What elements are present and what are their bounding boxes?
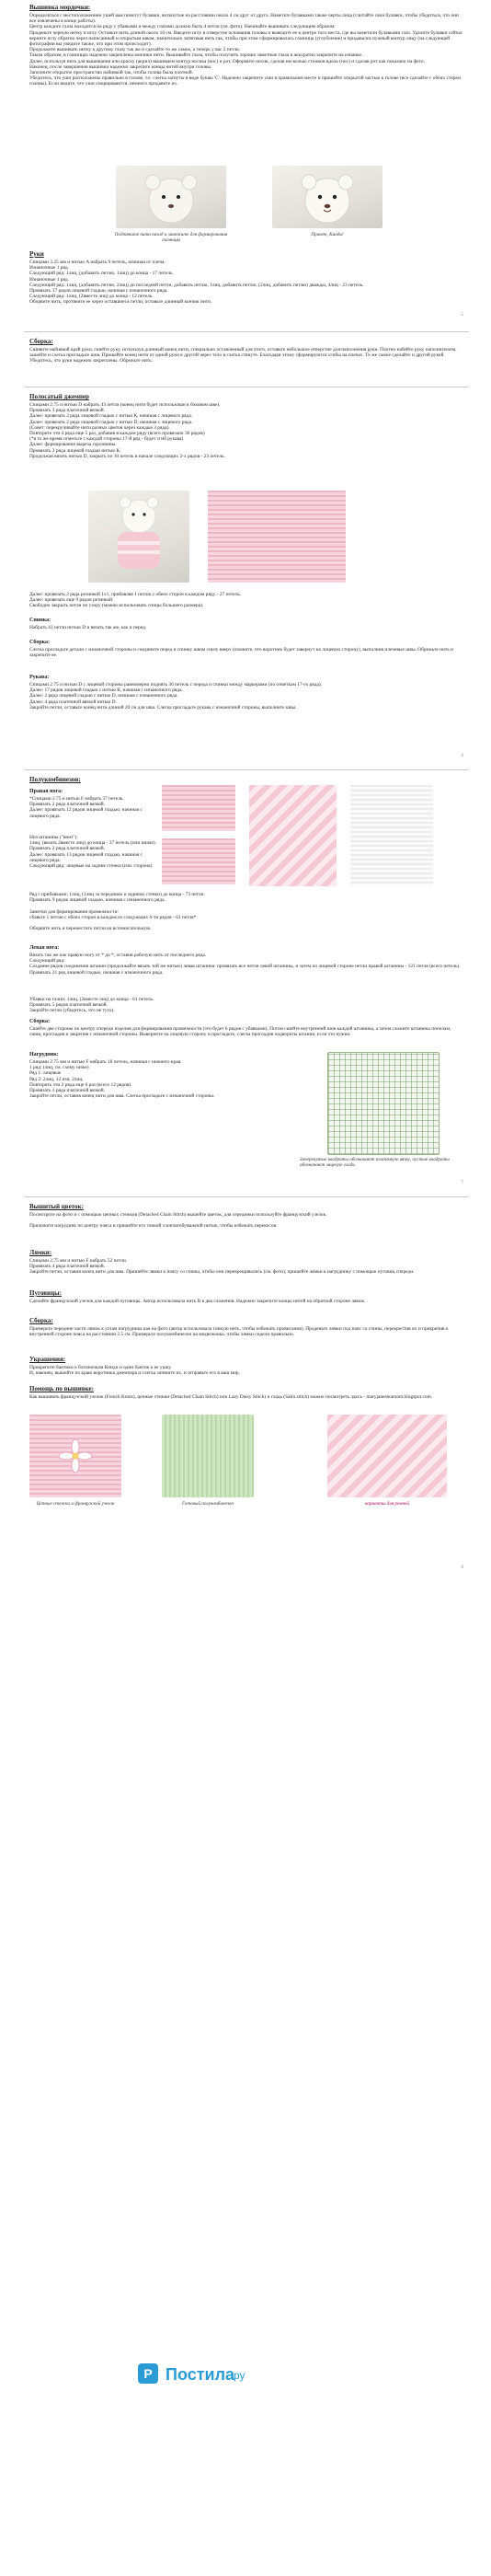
- jumper-back-title: Спинка:: [29, 618, 51, 623]
- leg-photo-2: [162, 838, 235, 884]
- embroidery-text: Определяться с местоположением ушей вам помогут булавки, воткнутые на расстоянии около 4 см друг от друга. Наметьте булавками также черты лица (считайте свои булавки, чтобы убедиться, что они все извлечены в конце работы). Центр каждого глаза находится на ряду с убавками и между глазами должно быть 4 петли (см. фото). Начинайте вышивать следующим образом: Проденьте черную нитку в иглу. Оставьте нить длиной около 10 см. Введите иглу в отверстие основания головы и выведите ее в центре того места, где вы наметили булавками глаз. Удалите булавки сейчас верните иглу обратно через написанный и открытым швом, значительно затягивая нить так, чтобы при этом сформировалась глазница (углубление) и придавался нужный контур лицу (на следующей фотографии вы увидите также, что при этом происходит). Продолжите вышивать нитку к другому глазу так же и сделайте то же самое, а теперь у вас 2 петли. Таким образом, в глазницах надежно закреплены кончики нити. Вышивайте глаза, чтобы получить хорошо заметные глаза и аккуратно закрепите на изнанке. Далее, используя нить для вышивания или краску (акрил) вышиваем контур носика (нос) и рот. Оформите носик, сделав несколько стежков вдоль (нос) и сделав рот как показано на фото. Наконец, после завершения вышивки надежно закрепите концы нитей внутри головы. Заполните открытое пространство набивкой так, чтобы голова была плотной. Убедитесь, что уши расположены правильно в голове, т.е. слегка загнуты в виде буквы 'C'. Надежно закрепите уши в правильном месте и пришейте открытой частью к голове (все сделайте с обеих сторон головы). Если видите, что уши сморщиваются, немного придавите их.: [29, 13, 463, 87]
- page-number: 8: [461, 1565, 463, 1570]
- assembly-title: Сборка:: [29, 338, 53, 345]
- embroidered-flower-photo: [29, 1415, 121, 1497]
- bib-title: Нагрудник:: [29, 1052, 59, 1057]
- footer-brand-text[interactable]: Постила: [166, 2365, 235, 2384]
- bib-chart: [327, 1052, 440, 1155]
- help-text: Как вышивать французский узелок (French Knots), цепные стежки (Detached Chain Stitch) или Lazy Daisy Stitch) и гладь (Satin stitch) можно посмотреть здесь - maryjanestearoom.blogspot.com.: [29, 1394, 433, 1400]
- footer-logo: [0, 2356, 491, 2393]
- bear-head-icon: [116, 166, 226, 228]
- right-leg-text: *Спицами 2.75 и нитью F набрать 37 петель. Провязать 2 ряда платочной вязкой. Далее: провязать 12 рядов лицевой гладью, начиная с лицевого ряда.: [29, 796, 143, 819]
- jumper-title: Полосатый джемпер: [29, 393, 89, 400]
- left-leg-title: Левая нога:: [29, 945, 60, 951]
- right-leg-title: Правая нога:: [29, 789, 63, 794]
- pattern-page: [24, 0, 469, 2319]
- decor-title: Украшения:: [29, 1356, 66, 1363]
- footer-brand-suffix: ру: [234, 2369, 246, 2382]
- striped-jumper-photo: [208, 491, 346, 583]
- overalls-photo-side: [350, 785, 433, 886]
- assembly-section: [24, 331, 469, 385]
- overalls-assembly-text: Сшейте две стороны по центру спереди изделия для формирования промежности (это будет 6 рядов с убавками). Потом сшейте внутренний шов каждой штанины, а затем сложите штанины пополам, сшив, прогладив и закрепив с изнаночной стороны. Выверните на лицевую сторону и прогладьте, слегка прогладив подвороты штанин, если это нужно.: [29, 1026, 452, 1038]
- finishing-section: [24, 1196, 469, 1583]
- page-number: 7: [461, 1181, 463, 1185]
- jumper-text: Спицами 2.75 и нитью D набрать 43 петли (конец нити будет использован в боковом шве). Провязать 3 ряда платочной вязкой. Далее: провязать 2 ряда лицевой гладью с нитью К, начиная с лицевого ряда. Далее: провязать 2 ряда лицевой гладью с нитью D, начиная с лицевого ряда. (Совет: перекручивайте нити разных цветов через каждые 3 ряда). Повторите эти 4 ряда еще 5 раз, добавив в каждом ряду (всего провязано 36 рядов) (*в то же время отметьте с каждой стороны 17-й ряд - будет сгиб рукава) Далее: формирование выреза горловины. Провязать 2 ряда лицевой гладью нитью К. Продолжая вязать нитью D, закрыть по 10 петель в начале следующих 2-х рядов - 23 петель.: [29, 402, 225, 459]
- flower-icon: [29, 1415, 121, 1497]
- right-leg-text-3: Ряд с прибавками: 1лиц, (1лиц за переднюю и заднюю стенки) до конца - 73 петли. Провязать 9 рядов лицевой гладью, начиная с изнаночного ряда. Заметки для формирования промежности: сбавьте 1 петлю с обеих сторон в каждом из следующих 6-ти рядов - 61 петля* Оборвите нить и переместите петли на вспомогательную.: [29, 892, 205, 932]
- arms-title: Руки: [29, 250, 44, 258]
- overalls-section: [24, 769, 469, 1193]
- bear-face-photo-left: [116, 166, 226, 228]
- jumper-assembly-title: Сборка:: [29, 640, 51, 645]
- svg-text:P: P: [143, 2366, 153, 2381]
- page-number: 5: [461, 313, 463, 318]
- bottom-whitespace: [0, 2393, 491, 2576]
- jumper-assembly-text: Слегка прогладьте детали с изнаночной стороны и соедините перед и спинку швом снизу вверх (помните, что воротник будет завернут на лицевую сторону), выполнив плечевые швы. Обрежьте нить и закрепите ее.: [29, 647, 455, 659]
- overalls-title: Полукомбинезон:: [29, 776, 81, 783]
- jumper-sleeves-text: Спицами 2.75 и нитью D с лицевой стороны равномерно поднять 36 петель с переда и спинки между маркерами (по отметкам 17-го ряда). Далее: 17 рядов лицевой гладью с нитью К, начиная с изнаночного ряда. Далее: 2 ряда лицевой гладью с нитью D, начиная с изнаночного ряда. Далее: 4 ряда платочной вязкой нитью D. Закройте петли, оставьте конец нити длиной 20 см для шва. Слегка прогладьте рукава с изнаночной стороны, выполните швы.: [29, 682, 322, 710]
- waist-text: Убавки на талии: 1лиц, (2вместе лиц) до конца - 61 петель. Провязать 5 рядов платочной вязкой. Закройте петли (убедитесь, что не туго).: [29, 997, 154, 1014]
- embroidery-caption-left: Подтяните нити назад и завяжите для формирования глазницы: [114, 232, 228, 243]
- finish-assembly-text: Примерьте передние части лямок к углам нагрудника как на фото (автор использовала тонкую нить, чтобы избежать провисания). Проденьте лямки под пояс со спины, перекрестив их и прикрепив к внутренней стороне пояса на расстоянии 2.5 см. Примерьте полукомбинезон на медвежонка, чтобы лямки сидели правильно.: [29, 1326, 450, 1338]
- bib-text: Спицами 2.75 мм и нитью F набрать 18 петель, начиная с нижнего края. 1 ряд: (лиц, см. схему ниже) Ряд 1: лицевые Ряд 2: 2лиц, 12 изн, 2лиц. Повторить эти 2 ряда еще 6 раз (всего 12 рядов). Провязать 3 ряда платочной вязкой. Закройте петли, оставив конец нити для шва. Слегка прогладьте с изнаночной стороны.: [29, 1059, 215, 1100]
- arms-section: [24, 248, 469, 322]
- overalls-photo-main: [249, 785, 337, 886]
- embroidery-caption-right: Привет, Кинди!: [311, 232, 344, 237]
- right-leg-text-2: Низ штанины ("вниз"): 1лиц, (вязать 2вместе лиц) до конца - 37 петель (или иначе). Провязать 2 ряда платочной вязкой. Далее: провязать 13 рядов лицевой гладью, начиная с лицевого ряда. Следующий ряд: лицевые на задние стенки (изн. сторона): [29, 835, 156, 870]
- bear-icon: [88, 491, 189, 583]
- page-number: 6: [461, 754, 463, 758]
- bear-in-jumper-photo: [88, 491, 189, 583]
- help-title: Помощь по вышивке:: [29, 1385, 94, 1392]
- embroidery-section: [24, 0, 469, 248]
- caption-flower: Цепные стежки и французский узелок: [36, 1501, 115, 1507]
- left-leg-text: Вязать так же как правую ногу от * до *, оставив рабочую нить от последнего ряда. Следующий ряд: Создание рядов соединения штанин (продолжайте вязать той же нитью) левая штанина: провязать все петли левой штанины, и затем по лицевой стороне петли правой штанины - 121 петля (всего петель). Провязать 21 ряд лицевой гладью, начиная с изнаночного ряда.: [29, 953, 461, 976]
- arms-text: Спицами 3.25 мм и нитью A набрать 9 петель, начиная от плеча. Изнаночные 1 ряд. Следующий ряд: 1лиц, (добавить петлю, 1лиц) до конца - 17 петель. Изнаночные 1 ряд. Следующий ряд: 1лиц, (добавить петлю, 2лиц) до последней петли, добавить петлю, 1лиц, добавить петлю, (2лиц, добавить петлю) дважды, 4лиц - 23 петель. Провязать 37 рядов лицевой гладью, начиная с изнаночного ряда. Следующий ряд: 1лиц, (2вместе лиц) до конца - 12 петель. Оборвите нить, протяните ее через оставшиеся петли, оставьте длинный кончик нити.: [29, 260, 364, 306]
- bear-face-photo-right: [272, 166, 383, 228]
- decor-text: Прикрепите бантики к ботиночкам Кинди и один бантик к ее ушку. И, наконец, вышейте по краю воротника джемпера и слегка затяните их, и отправьте его в ваш мир.: [29, 1365, 240, 1377]
- straps-title: Лямки:: [29, 1249, 52, 1256]
- bear-head-icon: [272, 166, 383, 228]
- finished-overalls-photo: [162, 1415, 254, 1497]
- jumper-section: [24, 387, 469, 766]
- bib-chart-caption: Зачеркнутые квадраты обозначают платочную вязку, пустые квадраты обозначают лицевую гладь.: [300, 1157, 450, 1168]
- caption-straps: варианты для ремней: [365, 1501, 409, 1507]
- pocket-text: Посмотрите на фото и с помощью цепных стежков (Detached Chain Stitch) вышейте цветок, для серединки используйте французский узелок. Приложите нагрудник по центру пояса и пришейте его тонкой хлопчатобумажной нитью, чтобы избежать перекосов.: [29, 1212, 327, 1230]
- straps-text: Спицами 2.75 мм и нитью F набрать 52 петли. Провязать 4 ряда платочной вязкой. Закройте петли, оставив конец нити для шва. Пришейте лямки к поясу со спины, чтобы они перекрещивались (см. фото), пришейте лямки к нагруднику с помощью пуговиц спереди.: [29, 1258, 415, 1276]
- jumper-text-2: Далее: провязать 2 ряда резинкой 1x1, прибавляя 1 петлю с обеих сторон в каждом ряду - 27 петель. Далее: провязать еще 9 рядов резинкой. Свободно закрыть петли по узору (можно использовать спицы большего размера).: [29, 592, 242, 609]
- strap-variants-photo: [327, 1415, 447, 1497]
- pocket-title: Вышитый цветок:: [29, 1203, 84, 1210]
- assembly-text: Сшивите набивкой край руки, сшейте руку, используя длинный конец нити, специально оставленный для этого, оставьте небольшое отверстие для наполнения руки. Плотно набейте руку наполнителем, зашейте и слегка прогладьте шов. Пришейте конец нити от одной руки к другой через тело в слегка стянуте. Благодаря этому сформируются сгибы на плечах. То же самое сделайте и другой рукой. Убедитесь, что руки надежно закреплены. Обрежьте нить.: [29, 347, 458, 364]
- embroidery-title: Вышивка мордочки:: [29, 4, 91, 11]
- buttons-text: Сделайте французский узелок для каждой пуговицы. Автор использовала нить B в два сложения. Надежно закрепите концы нитей на обратной стороне лямок.: [29, 1299, 366, 1304]
- footer-brand-bar: [0, 2356, 491, 2393]
- caption-overalls: Готовый полукомбинезон: [182, 1501, 234, 1507]
- buttons-title: Пуговицы:: [29, 1289, 62, 1297]
- jumper-sleeves-title: Рукава:: [29, 675, 50, 680]
- jumper-back-text: Набрать 43 петли нитью D и вязать так же, как и перед.: [29, 625, 147, 630]
- overalls-assembly-title: Сборка:: [29, 1019, 51, 1024]
- finish-assembly-title: Сборка:: [29, 1317, 53, 1324]
- leg-photo-1: [162, 785, 235, 831]
